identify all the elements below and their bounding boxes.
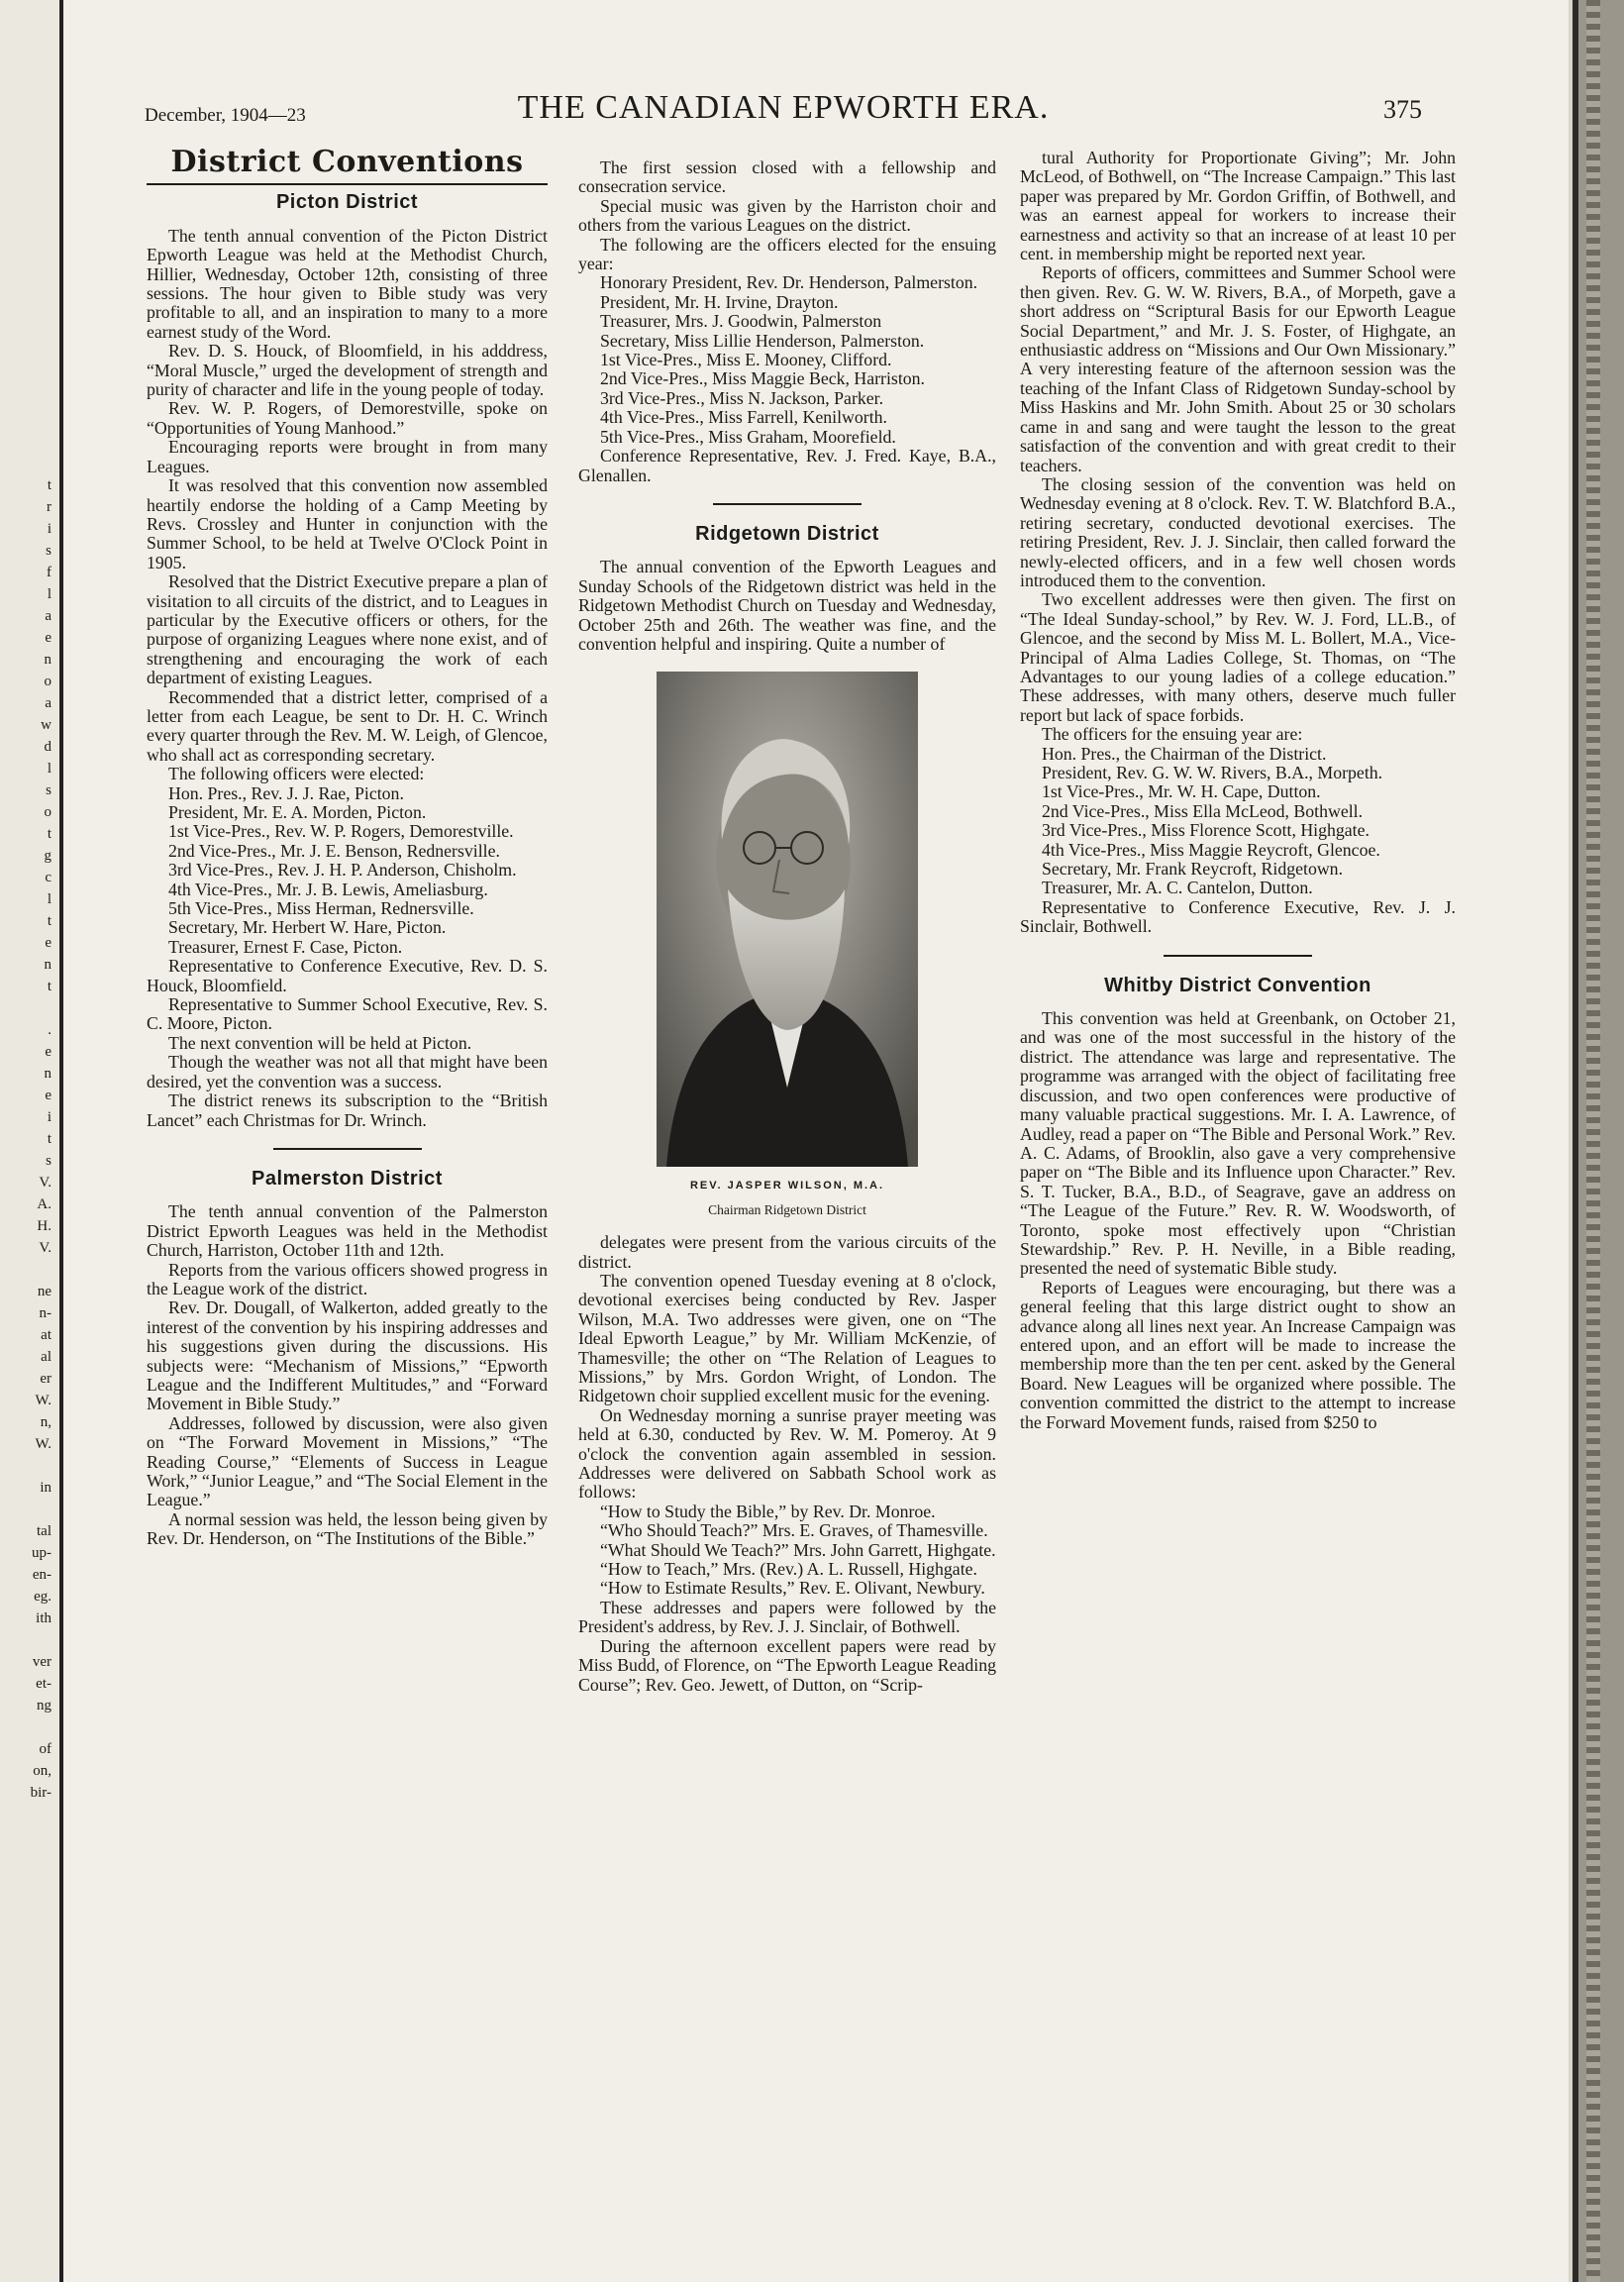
paragraph: President, Rev. G. W. W. Rivers, B.A., Morpeth. <box>1042 763 1383 782</box>
paragraph: Representative to Conference Executive, Rev. J. J. Sinclair, Bothwell. <box>1020 896 1456 937</box>
paragraph: On Wednesday morning a sunrise prayer meeting was held at 6.30, conducted by Rev. W. M. Pomeroy. At 9 o'clock the convention again assembled in session. Addresses were delivered on Sabbath School work as follows: <box>578 1404 996 1503</box>
paragraph: Honorary President, Rev. Dr. Henderson, Palmerston. <box>600 272 978 293</box>
edge-fragment: s <box>46 543 51 559</box>
paragraph: Representative to Summer School Executive, Rev. S. C. Moore, Picton. <box>147 994 548 1034</box>
paragraph: The tenth annual convention of the Palmerston District Epworth Leagues was held in the Methodist Church, Harriston, October 11th and 12th. <box>147 1201 548 1261</box>
paragraph: “What Should We Teach?” Mrs. John Garrett, Highgate. <box>600 1539 996 1560</box>
paragraph: Representative to Conference Executive, Rev. D. S. Houck, Bloomfield. <box>147 956 548 995</box>
edge-fragment: ver <box>32 1654 51 1670</box>
edge-fragment: s <box>46 1153 51 1169</box>
edge-fragment: e <box>45 1088 51 1103</box>
edge-fragment: a <box>45 695 51 711</box>
paragraph: The district renews its subscription to the “British Lancet” each Christmas for Dr. Wrinch. <box>147 1090 548 1130</box>
paragraph: 1st Vice-Pres., Miss E. Mooney, Clifford. <box>600 350 892 370</box>
edge-fragment: r <box>47 499 51 515</box>
paragraph: Rev. Dr. Dougall, of Walkerton, added greatly to the interest of the convention by his inspiring addresses and his suggestions given during the discussions. His subjects were: “Mechanism of Missions,” “Epworth League and the Indifferent Multitudes,” and “Forward Movement in Bible Study.” <box>147 1297 548 1414</box>
edge-fragment: tal <box>37 1523 51 1539</box>
paragraph: Rev. D. S. Houck, of Bloomfield, in his adddress, “Moral Muscle,” urged the development of strength and purity of character and life in the young people of today. <box>147 341 548 400</box>
edge-fragment: t <box>47 979 51 994</box>
edge-fragment: e <box>45 1044 51 1060</box>
palmerston-body <box>147 1202 548 1548</box>
paragraph: Reports of officers, committees and Summer School were then given. Rev. G. W. W. Rivers, B.A., of Morpeth, gave a short address on “Scriptural Basis for our Epworth League Social Department,” and Mr. J. S. Foster, of Highgate, an enthusiastic address on “Missions and Our Own Missionary.” A very interesting feature of the afternoon session was the teaching of the Infant Class of Ridgetown Sunday-school by Miss Haskins and Mr. John Smith. About 25 or 30 scholars came in and sang and were taught the lesson to the great satisfaction of the convention and with great credit to their teachers. <box>1020 262 1456 475</box>
edge-fragment: l <box>47 586 51 602</box>
paragraph: The convention opened Tuesday evening at 8 o'clock, devotional exercises being conducted by Rev. Jasper Wilson, M.A. Two addresses were given, one on “The Ideal Epworth League,” by Mr. William McKenzie, of Thamesville; the other on “The Relation of Leagues to Missions,” by Mrs. Gordon Wright, of London. The Ridgetown choir supplied excellent music for the evening. <box>578 1270 996 1406</box>
paragraph: Hon. Pres., the Chairman of the District. <box>1042 743 1327 764</box>
section-title-picton: Picton District <box>275 191 419 214</box>
paragraph: Encouraging reports were brought in from many Leagues. <box>147 437 548 476</box>
paragraph: “How to Teach,” Mrs. (Rev.) A. L. Russell, Highgate. <box>600 1559 977 1580</box>
paragraph: The closing session of the convention was held on Wednesday evening at 8 o'clock. Rev. T. W. Blatchford B.A., retiring secretary, conducted devotional exercises. The retiring President, Rev. J. J. Sinclair, then called forward the newly-elected officers, and in a few well chosen words introduced them to the convention. <box>1020 473 1456 590</box>
issue-date: December, 1904—23 <box>145 105 306 126</box>
portrait-figure <box>657 672 918 1219</box>
edge-fragment: up- <box>32 1545 51 1561</box>
paragraph: The first session closed with a fellowship and consecration service. <box>578 157 996 197</box>
edge-fragment: er <box>40 1371 51 1387</box>
column-3 <box>1020 149 1456 1432</box>
paragraph: Two excellent addresses were then given. The first on “The Ideal Sunday-school,” by Rev. W. J. Ford, LL.B., of Glencoe, and the second by Miss M. L. Bollert, M.A., Vice-Principal of Alma Ladies College, St. Thomas, on “The Advantages to our young ladies of a college education.” These addresses, with many others, deserve much fuller report but lack of space forbids. <box>1020 589 1456 725</box>
edge-fragment: en- <box>32 1567 51 1583</box>
portrait-photo <box>657 672 918 1167</box>
paragraph: Reports from the various officers showed progress in the League work of the district. <box>147 1259 548 1298</box>
paragraph: Treasurer, Mr. A. C. Cantelon, Dutton. <box>1042 878 1313 898</box>
section-title-whitby: Whitby District Convention <box>1104 974 1371 996</box>
section-divider <box>273 1148 422 1150</box>
paragraph: Secretary, Mr. Frank Reycroft, Ridgetown. <box>1042 859 1344 880</box>
paragraph: 2nd Vice-Pres., Mr. J. E. Benson, Rednersville. <box>168 840 500 861</box>
paragraph: 1st Vice-Pres., Rev. W. P. Rogers, Demorestville. <box>168 821 514 842</box>
edge-fragment: V. <box>39 1175 51 1191</box>
ridgetown-body-b <box>578 1233 996 1695</box>
paragraph: President, Mr. H. Irvine, Drayton. <box>600 291 839 312</box>
paragraph: Conference Representative, Rev. J. Fred. Kaye, B.A., Glenallen. <box>578 446 996 485</box>
paragraph: Rev. W. P. Rogers, of Demorestville, spoke on “Opportunities of Young Manhood.” <box>147 398 548 438</box>
portrait-caption-name: REV. JASPER WILSON, M.A. <box>689 1180 885 1193</box>
publication-title: THE CANADIAN EPWORTH ERA. <box>517 89 1050 126</box>
paragraph: Resolved that the District Executive prepare a plan of visitation to all circuits of the district, and to Leagues in particular by the Executive officers or others, for the purpose of organizing Leagues where none exist, and of strengthening and encouraging the work of each department of existing Leagues. <box>147 571 548 688</box>
ridgetown-continued <box>1020 149 1456 937</box>
paragraph: Reports of Leagues were encouraging, but there was a general feeling that this large district ought to show an advance along all lines next year. An Increase Campaign was entered upon, and an effort will be made to increase the membership more than the ten per cent. asked by the General Board. New Leagues will be organized where possible. The convention committed the district to the attempt to increase the Forward Movement funds, raised from $250 to <box>1020 1277 1456 1432</box>
paragraph: President, Mr. E. A. Morden, Picton. <box>168 802 427 822</box>
edge-fragment: s <box>46 782 51 798</box>
paragraph: 5th Vice-Pres., Miss Graham, Moorefield. <box>600 426 896 447</box>
edge-fragment: n, <box>40 1414 51 1430</box>
paragraph: “Who Should Teach?” Mrs. E. Graves, of Thamesville. <box>600 1520 988 1541</box>
edge-fragment: t <box>47 913 51 929</box>
paragraph: Recommended that a district letter, comprised of a letter from each League, be sent to Dr. H. C. Wrinch every quarter through the Rev. M. W. Leigh, of Glencoe, who shall act as corresponding secretary. <box>147 686 548 765</box>
paragraph: The following officers were elected: <box>168 764 425 784</box>
edge-fragment: n- <box>39 1305 51 1321</box>
paragraph: 2nd Vice-Pres., Miss Maggie Beck, Harriston. <box>600 368 925 389</box>
edge-fragment: n <box>44 1066 51 1082</box>
paragraph: 4th Vice-Pres., Mr. J. B. Lewis, Ameliasburg. <box>168 879 488 899</box>
paragraph: Addresses, followed by discussion, were also given on “The Forward Movement in Missions,” “The Reading Course,” “Elements of Success in League Work,” “Junior League,” and “The Social Element in the League.” <box>147 1412 548 1510</box>
edge-fragment: a <box>45 608 51 624</box>
paragraph: Special music was given by the Harriston choir and others from the various Leagues on the district. <box>578 195 996 236</box>
edge-fragment: ng <box>37 1698 51 1713</box>
ridgetown-body-a <box>578 558 996 654</box>
section-title-palmerston: Palmerston District <box>252 1167 443 1190</box>
edge-fragment: V. <box>39 1240 51 1256</box>
section-title-ridgetown: Ridgetown District <box>695 522 879 545</box>
paragraph: 3rd Vice-Pres., Miss Florence Scott, Highgate. <box>1042 820 1370 841</box>
paragraph: tural Authority for Proportionate Giving”; Mr. John McLeod, of Bothwell, on “The Increase Campaign.” This last paper was prepared by Mr. Gordon Griffin, of Bothwell, and was an earnest appeal for workers to increase their earnestness and activity so that an increase of at least 10 per cent. in membership might be reported next year. <box>1020 148 1456 264</box>
edge-fragment: l <box>47 891 51 907</box>
paragraph: 5th Vice-Pres., Miss Herman, Rednersville. <box>168 898 474 919</box>
paragraph: Treasurer, Ernest F. Case, Picton. <box>168 936 403 957</box>
edge-fragment: . <box>48 1022 51 1038</box>
edge-fragment: in <box>40 1480 51 1496</box>
edge-fragment: i <box>47 1109 51 1125</box>
paragraph: 4th Vice-Pres., Miss Maggie Reycroft, Glencoe. <box>1042 839 1380 860</box>
paragraph: 3rd Vice-Pres., Rev. J. H. P. Anderson, Chisholm. <box>168 860 517 881</box>
paragraph: The annual convention of the Epworth Leagues and Sunday Schools of the Ridgetown district was held in the Ridgetown Methodist Church on Tuesday and Wednesday, October 25th and 26th. The weather was fine, and the convention helpful and inspiring. Quite a number of <box>578 557 996 654</box>
edge-fragment: o <box>44 804 51 820</box>
paragraph: The following are the officers elected for the ensuing year: <box>578 234 996 274</box>
page-number: 375 <box>1383 95 1422 124</box>
column-2 <box>578 158 996 1695</box>
paragraph: These addresses and papers were followed by the President's address, by Rev. J. J. Sinclair, of Bothwell. <box>578 1597 996 1637</box>
edge-fragment: al <box>41 1349 51 1365</box>
edge-fragment: at <box>41 1327 51 1343</box>
edge-fragment: W. <box>35 1393 51 1408</box>
paragraph: Secretary, Miss Lillie Henderson, Palmerston. <box>600 330 925 351</box>
edge-fragment: t <box>47 477 51 493</box>
picton-body <box>147 227 548 1130</box>
section-divider <box>1164 955 1312 957</box>
paragraph: The tenth annual convention of the Picton District Epworth League was held at the Methodist Church, Hillier, Wednesday, October 12th, consisting of three sessions. The hour given to Bible study was very profitable to all, and an inspiration to many to a more earnest study of the Word. <box>147 225 548 342</box>
column-1 <box>147 145 548 1549</box>
edge-fragment: l <box>47 761 51 777</box>
edge-fragment: n <box>44 957 51 973</box>
paragraph: Treasurer, Mrs. J. Goodwin, Palmerston <box>600 311 882 332</box>
section-divider <box>713 503 862 505</box>
edge-fragment: et- <box>36 1676 51 1692</box>
paragraph: During the afternoon excellent papers were read by Miss Budd, of Florence, on “The Epworth League Reading Course”; Rev. Geo. Jewett, of Dutton, on “Scrip- <box>578 1635 996 1695</box>
edge-fragment: of <box>39 1741 51 1757</box>
edge-fragment: e <box>45 935 51 951</box>
edge-fragment: bir- <box>30 1785 51 1801</box>
edge-fragment: ne <box>37 1284 51 1299</box>
edge-fragment: e <box>45 630 51 646</box>
paragraph: “How to Study the Bible,” by Rev. Dr. Monroe. <box>600 1501 936 1521</box>
paragraph: 3rd Vice-Pres., Miss N. Jackson, Parker. <box>600 387 884 408</box>
paragraph: It was resolved that this convention now assembled heartily endorse the holding of a Camp Meeting by Revs. Crossley and Hunter in conjunction with the Summer School, to be held at Twelve O'Clock Point in 1905. <box>147 475 548 572</box>
paragraph: Hon. Pres., Rev. J. J. Rae, Picton. <box>168 782 404 803</box>
page-header <box>145 87 1422 137</box>
palmerston-continued <box>578 158 996 485</box>
paragraph: 4th Vice-Pres., Miss Farrell, Kenilworth. <box>600 407 887 428</box>
paragraph: “How to Estimate Results,” Rev. E. Olivant, Newbury. <box>600 1578 985 1599</box>
portrait-caption-role: Chairman Ridgetown District <box>708 1201 866 1217</box>
edge-fragment: i <box>47 521 51 537</box>
edge-fragment: W. <box>35 1436 51 1452</box>
edge-fragment: A. <box>37 1196 51 1212</box>
edge-fragment: n <box>44 652 51 668</box>
binding-strip <box>1573 0 1624 2282</box>
edge-fragment: eg. <box>34 1589 51 1605</box>
edge-fragment: H. <box>37 1218 51 1234</box>
edge-fragment: t <box>47 826 51 842</box>
main-heading: District Conventions <box>147 153 548 185</box>
edge-fragment: t <box>47 1131 51 1147</box>
paragraph: 2nd Vice-Pres., Miss Ella McLeod, Bothwell. <box>1042 800 1364 821</box>
edge-fragment: o <box>44 674 51 689</box>
paragraph: The officers for the ensuing year are: <box>1042 724 1303 745</box>
paragraph: A normal session was held, the lesson being given by Rev. Dr. Henderson, on “The Institutions of the Bible.” <box>147 1508 548 1549</box>
paragraph: Though the weather was not all that might have been desired, yet the convention was a success. <box>147 1052 548 1091</box>
paragraph: Secretary, Mr. Herbert W. Hare, Picton. <box>168 917 447 938</box>
edge-fragment: g <box>44 848 51 864</box>
edge-fragment: d <box>44 739 51 755</box>
edge-fragment: on, <box>33 1763 51 1779</box>
adjacent-page-edge <box>0 0 63 2282</box>
paragraph: 1st Vice-Pres., Mr. W. H. Cape, Dutton. <box>1042 781 1321 802</box>
paragraph: delegates were present from the various circuits of the district. <box>578 1232 996 1272</box>
edge-fragment: ith <box>36 1610 51 1626</box>
paragraph: The next convention will be held at Picton. <box>168 1032 472 1053</box>
paragraph: This convention was held at Greenbank, on October 21, and was one of the most successful in the history of the district. The attendance was large and representative. The programme was arranged with the object of facilitating free discussion, and two open conferences were productive of many valuable practical suggestions. Mr. I. A. Lawrence, of Audley, read a paper on “The Bible and Personal Work.” Rev. A. C. Adams, of Brooklin, also gave a very comprehensive paper on “The Bible and its Influence upon Character.” Rev. S. T. Tucker, B.A., B.D., of Seagrave, gave an address on “The League of the Future.” Rev. R. W. Woodsworth, of Toronto, spoke most effectively upon “Christian Stewardship.” Rev. P. H. Neville, in a Bible reading, presented the need of systematic Bible study. <box>1020 1008 1456 1279</box>
edge-fragment: c <box>45 870 51 885</box>
edge-fragment: w <box>41 717 51 733</box>
edge-fragment: f <box>47 565 51 580</box>
whitby-body <box>1020 1009 1456 1432</box>
binding-texture <box>1586 0 1600 2282</box>
